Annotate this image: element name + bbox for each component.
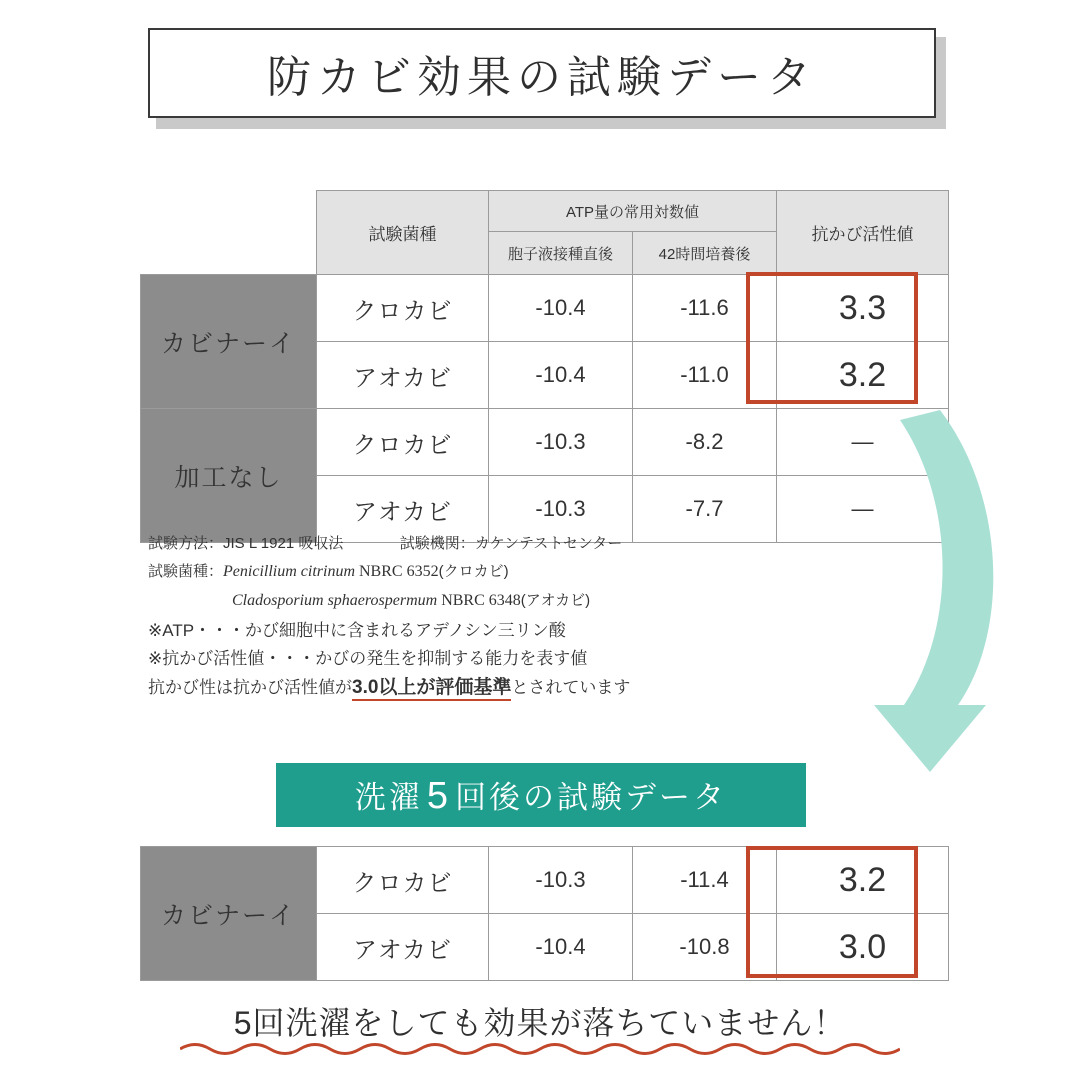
page-title-block [148,28,938,120]
wash-banner-prefix: 洗濯 [354,780,423,815]
criteria-strong: 3.0以上が評価基準 [352,677,511,701]
table-header-row-1 [141,191,949,232]
table-row [141,275,949,342]
cell-species: アオカビ [317,342,489,409]
wash-banner [276,763,806,827]
note-atp: ※ATP・・・かび細胞中に含まれるアデノシン三リン酸 [148,621,566,640]
cell-atp-after: -11.0 [633,342,777,409]
cell-atp-after: -10.8 [633,914,777,981]
note-species-row-1 [148,564,848,580]
wash-banner-number: 5 [426,775,452,817]
cell-atp-initial: -10.4 [489,275,633,342]
cell-atp-after: -11.4 [633,847,777,914]
header-atp-group: ATP量の常用対数値 [489,191,777,232]
cell-activity: 3.2 [777,847,949,914]
note-method-row [148,536,848,551]
cell-atp-initial: -10.3 [489,476,633,543]
note-species-label: 試験菌種： [148,563,224,580]
group-label-treated: カビナーイ [141,275,317,409]
wash-group-label: カビナーイ [141,847,317,981]
note-species-2-code: NBRC 6348 [441,592,521,609]
note-species-1-code: NBRC 6352 [359,563,439,580]
cell-atp-after: -11.6 [633,275,777,342]
cell-species: アオカビ [317,476,489,543]
cell-atp-initial: -10.4 [489,342,633,409]
header-activity: 抗かび活性値 [777,191,949,275]
cell-activity: 3.2 [777,342,949,409]
cell-species: クロカビ [317,409,489,476]
criteria-line [148,678,630,697]
criteria-suffix: とされています [511,678,631,697]
note-activity: ※抗かび活性値・・・かびの発生を抑制する能力を表す値 [148,649,588,668]
note-species-row-2 [148,593,848,609]
cell-activity: 3.3 [777,275,949,342]
cell-atp-initial: -10.4 [489,914,633,981]
note-species-2-jp: (アオカビ) [520,592,591,609]
note-institution: 試験機関：カケンテストセンター [399,535,623,552]
header-atp-after: 42時間培養後 [633,232,777,275]
page-title: 防カビ効果の試験データ [267,53,817,102]
cell-activity: 3.0 [777,914,949,981]
cell-species: アオカビ [317,914,489,981]
header-atp-initial: 胞子液接種直後 [489,232,633,275]
table-row [141,847,949,914]
curved-arrow-icon [790,400,1040,790]
title-box [148,28,936,118]
cell-species: クロカビ [317,847,489,914]
group-label-untreated: 加工なし [141,409,317,543]
note-species-1-latin: Penicillium citrinum [223,563,355,580]
footer-text: 5回洗濯をしても効果が落ちていません！ [233,1005,847,1041]
cell-species: クロカビ [317,275,489,342]
wash-data-table [140,846,949,981]
cell-atp-after: -7.7 [633,476,777,543]
header-corner-empty [141,191,317,232]
note-method: 試験方法：JIS L 1921 吸収法 [148,535,344,552]
wash-banner-suffix: 回後の試験データ [455,780,728,815]
footer-wave-underline [180,1040,900,1056]
cell-atp-initial: -10.3 [489,847,633,914]
notes-block [148,536,848,710]
cell-activity: — [777,476,949,543]
note-species-1-jp: (クロカビ) [438,563,509,580]
cell-atp-initial: -10.3 [489,409,633,476]
note-species-2-latin: Cladosporium sphaerospermum [232,592,438,609]
criteria-prefix: 抗かび性は抗かび活性値が [148,678,352,697]
wash-banner-text [355,772,727,818]
header-species: 試験菌種 [317,191,489,275]
header-corner-empty-2 [141,232,317,275]
cell-atp-after: -8.2 [633,409,777,476]
note-criteria-row [148,678,848,697]
cell-activity: — [777,409,949,476]
